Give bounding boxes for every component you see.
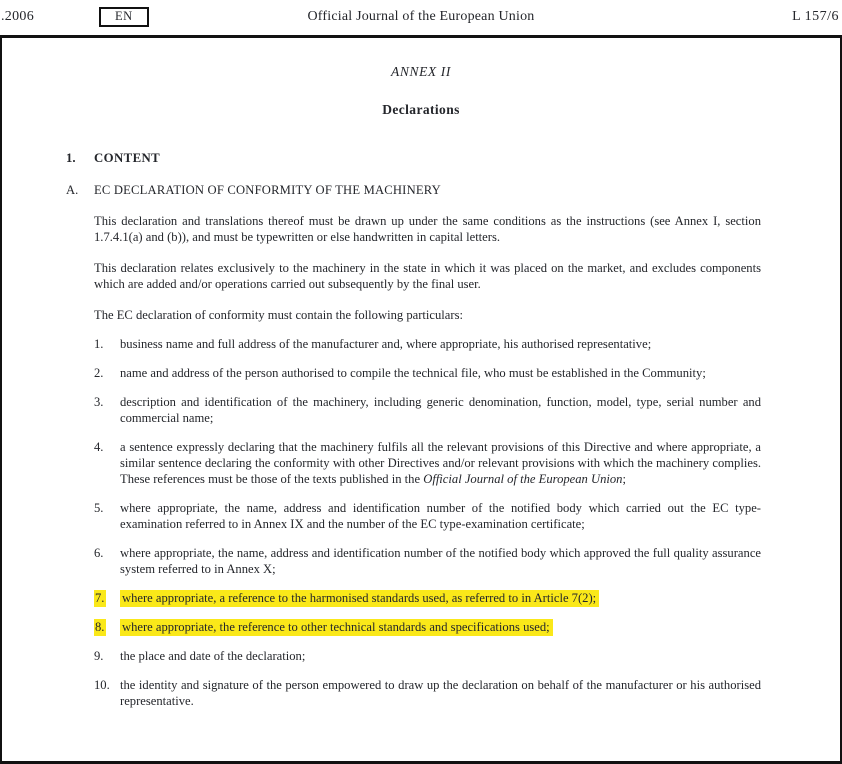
list-item-text: where appropriate, a reference to the harmonised standards used, as referred to in Article 7(2); xyxy=(120,590,761,606)
section-number: 1. xyxy=(66,151,76,165)
list-item xyxy=(94,648,761,664)
subsection-heading: EC DECLARATION OF CONFORMITY OF THE MACHINERY xyxy=(94,183,441,197)
list-item-text: description and identification of the machinery, including generic denomination, function, model, type, serial number and commercial name; xyxy=(120,395,761,425)
list-item-text: where appropriate, the name, address and identification number of the notified body which approved the full quality assurance system referred to in Annex X; xyxy=(120,546,761,576)
list-item-number: 6. xyxy=(94,546,104,560)
list-item xyxy=(94,590,761,606)
list-item-text: business name and full address of the manufacturer and, where appropriate, his authorised representative; xyxy=(120,337,652,351)
language-code-box: EN xyxy=(99,7,149,27)
list-item-number: 9. xyxy=(94,649,104,663)
list-item xyxy=(94,439,761,487)
publication-date: .2006 xyxy=(1,9,34,24)
list-item-number: 8. xyxy=(95,620,105,634)
list-item xyxy=(94,677,761,709)
list-item xyxy=(94,394,761,426)
subsection-heading-row xyxy=(66,183,761,198)
list-item-number: 5. xyxy=(94,501,104,515)
subsection-letter: A. xyxy=(66,183,79,197)
paragraph-scope: This declaration relates exclusively to the machinery in the state in which it was placed on the market, and excludes components which are added and/or operations carried out subsequently by the final user. xyxy=(94,261,761,291)
page-reference: L 157/6 xyxy=(792,9,839,24)
list-item-text: where appropriate, the name, address and identification number of the notified body which carried out the EC type-examination referred to in Annex IX and the number of the EC type-examination certificate; xyxy=(120,501,761,531)
section-heading: CONTENT xyxy=(94,151,161,165)
journal-title: Official Journal of the European Union xyxy=(307,9,535,24)
list-item xyxy=(94,336,761,352)
page-body xyxy=(0,38,842,764)
list-item xyxy=(94,500,761,532)
list-item-text: name and address of the person authorised to compile the technical file, who must be established in the Community; xyxy=(120,366,706,380)
list-item-text: where appropriate, the reference to other technical standards and specifications used; xyxy=(120,619,761,635)
list-item xyxy=(94,365,761,381)
list-item-text: a sentence expressly declaring that the machinery fulfils all the relevant provisions of this Directive and where appropriate, a similar sentence declaring the conformity with other Directives and/or relevant provisions with which the machinery complies. These references must be those of the texts published in the Official Journal of the European Union; xyxy=(120,440,761,486)
list-item-number: 2. xyxy=(94,366,104,380)
list-item-number: 7. xyxy=(95,591,105,605)
list-item-number: 1. xyxy=(94,337,104,351)
list-item xyxy=(94,545,761,577)
paragraph-conditions: This declaration and translations thereof must be drawn up under the same conditions as the instructions (see Annex I, section 1.7.4.1(a) and (b)), and must be typewritten or else handwritten in capital letters. xyxy=(94,214,761,244)
annex-title: ANNEX II xyxy=(391,64,451,79)
list-item-text: the identity and signature of the person empowered to draw up the declaration on behalf of the manufacturer or his authorised representative. xyxy=(120,678,761,708)
page-header xyxy=(0,0,842,38)
particulars-list xyxy=(94,336,761,709)
paragraph-particulars-intro: The EC declaration of conformity must contain the following particulars: xyxy=(94,308,463,322)
list-item-number: 3. xyxy=(94,395,104,409)
section-heading-row xyxy=(66,151,761,166)
annex-subtitle: Declarations xyxy=(382,102,460,117)
list-item-number: 4. xyxy=(94,440,104,454)
list-item-number: 10. xyxy=(94,678,110,692)
list-item xyxy=(94,619,761,635)
italic-citation: Official Journal of the European Union xyxy=(423,472,623,486)
list-item-text: the place and date of the declaration; xyxy=(120,649,306,663)
